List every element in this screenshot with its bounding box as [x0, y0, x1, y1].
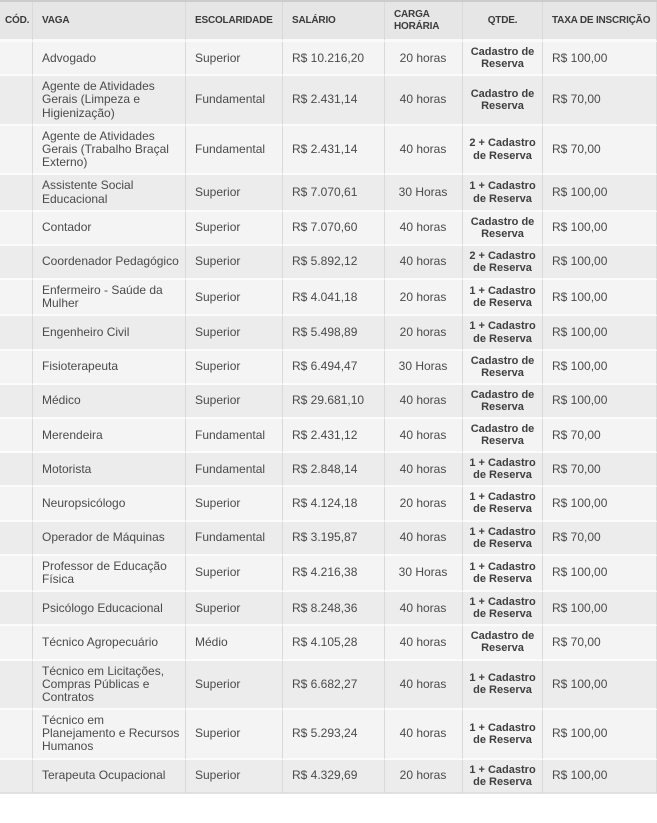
cell-carga-horaria: 20 horas — [385, 280, 463, 316]
cell-vaga: Técnico em Planejamento e Recursos Humanos — [33, 710, 186, 760]
cell-vaga: Técnico em Licitações, Compras Públicas e Contratos — [33, 661, 186, 711]
cell-escolaridade: Superior — [186, 385, 283, 419]
cell-escolaridade: Superior — [186, 246, 283, 280]
table-row — [0, 556, 657, 592]
cell-vaga: Professor de Educação Física — [33, 556, 186, 592]
cell-salario: R$ 2.431,14 — [283, 76, 385, 126]
cell-qtde: 1 + Cadastro de Reserva — [463, 453, 543, 487]
cell-escolaridade: Superior — [186, 710, 283, 760]
column-header-qtde: QTDE. — [463, 2, 543, 42]
table-row — [0, 522, 657, 556]
cell-qtde: Cadastro de Reserva — [463, 212, 543, 246]
cell-cod — [0, 42, 33, 76]
cell-taxa-inscricao: R$ 100,00 — [543, 175, 657, 211]
cell-vaga: Agente de Atividades Gerais (Limpeza e Higienização) — [33, 76, 186, 126]
cell-salario: R$ 4.124,18 — [283, 487, 385, 521]
cell-vaga: Terapeuta Ocupacional — [33, 760, 186, 794]
cell-escolaridade: Superior — [186, 487, 283, 521]
table-row — [0, 246, 657, 280]
table-row — [0, 453, 657, 487]
cell-carga-horaria: 20 horas — [385, 42, 463, 76]
column-header-escolaridade: ESCOLARIDADE — [186, 2, 283, 42]
table-row — [0, 175, 657, 211]
table-row — [0, 42, 657, 76]
cell-cod — [0, 126, 33, 176]
cell-cod — [0, 760, 33, 794]
cell-carga-horaria: 30 Horas — [385, 556, 463, 592]
cell-qtde: 1 + Cadastro de Reserva — [463, 522, 543, 556]
cell-vaga: Merendeira — [33, 419, 186, 453]
cell-escolaridade: Médio — [186, 626, 283, 660]
cell-cod — [0, 592, 33, 626]
cell-salario: R$ 2.848,14 — [283, 453, 385, 487]
cell-vaga: Coordenador Pedagógico — [33, 246, 186, 280]
header-row — [0, 2, 657, 42]
cell-vaga: Operador de Máquinas — [33, 522, 186, 556]
cell-cod — [0, 246, 33, 280]
cell-cod — [0, 351, 33, 385]
cell-cod — [0, 522, 33, 556]
cell-salario: R$ 5.892,12 — [283, 246, 385, 280]
cell-cod — [0, 175, 33, 211]
table-row — [0, 212, 657, 246]
cell-cod — [0, 385, 33, 419]
cell-taxa-inscricao: R$ 100,00 — [543, 760, 657, 794]
cell-escolaridade: Superior — [186, 212, 283, 246]
cell-salario: R$ 4.105,28 — [283, 626, 385, 660]
cell-qtde: 1 + Cadastro de Reserva — [463, 316, 543, 350]
cell-salario: R$ 4.041,18 — [283, 280, 385, 316]
cell-vaga: Técnico Agropecuário — [33, 626, 186, 660]
table-row — [0, 487, 657, 521]
table-body — [0, 42, 657, 794]
cell-escolaridade: Superior — [186, 592, 283, 626]
cell-cod — [0, 453, 33, 487]
cell-escolaridade: Fundamental — [186, 76, 283, 126]
table-row — [0, 351, 657, 385]
table-row — [0, 419, 657, 453]
cell-carga-horaria: 40 horas — [385, 246, 463, 280]
cell-salario: R$ 3.195,87 — [283, 522, 385, 556]
cell-cod — [0, 661, 33, 711]
table-row — [0, 760, 657, 794]
cell-vaga: Engenheiro Civil — [33, 316, 186, 350]
table-row — [0, 710, 657, 760]
cell-taxa-inscricao: R$ 70,00 — [543, 626, 657, 660]
cell-cod — [0, 76, 33, 126]
column-header-carga-horaria: CARGA HORÁRIA — [385, 2, 463, 42]
cell-taxa-inscricao: R$ 100,00 — [543, 42, 657, 76]
cell-taxa-inscricao: R$ 100,00 — [543, 385, 657, 419]
cell-carga-horaria: 40 horas — [385, 592, 463, 626]
column-header-taxa-inscricao: TAXA DE INSCRIÇÃO — [543, 2, 657, 42]
cell-qtde: Cadastro de Reserva — [463, 626, 543, 660]
cell-carga-horaria: 20 horas — [385, 316, 463, 350]
cell-salario: R$ 5.498,89 — [283, 316, 385, 350]
table-row — [0, 280, 657, 316]
cell-vaga: Enfermeiro - Saúde da Mulher — [33, 280, 186, 316]
column-header-cod: CÓD. — [0, 2, 33, 42]
cell-salario: R$ 6.494,47 — [283, 351, 385, 385]
cell-qtde: Cadastro de Reserva — [463, 351, 543, 385]
cell-vaga: Médico — [33, 385, 186, 419]
cell-carga-horaria: 40 horas — [385, 419, 463, 453]
table-row — [0, 385, 657, 419]
cell-qtde: 1 + Cadastro de Reserva — [463, 487, 543, 521]
cell-qtde: Cadastro de Reserva — [463, 42, 543, 76]
cell-qtde: 1 + Cadastro de Reserva — [463, 710, 543, 760]
cell-salario: R$ 2.431,14 — [283, 126, 385, 176]
table-row — [0, 592, 657, 626]
cell-carga-horaria: 40 horas — [385, 76, 463, 126]
cell-escolaridade: Superior — [186, 556, 283, 592]
cell-qtde: 1 + Cadastro de Reserva — [463, 592, 543, 626]
cell-escolaridade: Superior — [186, 175, 283, 211]
cell-carga-horaria: 30 Horas — [385, 175, 463, 211]
cell-vaga: Fisioterapeuta — [33, 351, 186, 385]
cell-cod — [0, 316, 33, 350]
cell-taxa-inscricao: R$ 100,00 — [543, 212, 657, 246]
cell-salario: R$ 29.681,10 — [283, 385, 385, 419]
table-row — [0, 76, 657, 126]
cell-taxa-inscricao: R$ 100,00 — [543, 592, 657, 626]
cell-salario: R$ 2.431,12 — [283, 419, 385, 453]
cell-escolaridade: Superior — [186, 351, 283, 385]
cell-cod — [0, 419, 33, 453]
table-row — [0, 661, 657, 711]
cell-vaga: Motorista — [33, 453, 186, 487]
cell-cod — [0, 710, 33, 760]
column-header-vaga: VAGA — [33, 2, 186, 42]
cell-salario: R$ 8.248,36 — [283, 592, 385, 626]
table-row — [0, 316, 657, 350]
cell-qtde: Cadastro de Reserva — [463, 76, 543, 126]
cell-taxa-inscricao: R$ 100,00 — [543, 246, 657, 280]
cell-vaga: Contador — [33, 212, 186, 246]
table-row — [0, 626, 657, 660]
cell-carga-horaria: 40 horas — [385, 710, 463, 760]
cell-qtde: 1 + Cadastro de Reserva — [463, 175, 543, 211]
cell-carga-horaria: 20 horas — [385, 487, 463, 521]
cell-vaga: Advogado — [33, 42, 186, 76]
table-row — [0, 126, 657, 176]
cell-taxa-inscricao: R$ 100,00 — [543, 710, 657, 760]
cell-cod — [0, 280, 33, 316]
cell-taxa-inscricao: R$ 100,00 — [543, 280, 657, 316]
cell-qtde: 1 + Cadastro de Reserva — [463, 280, 543, 316]
table-header — [0, 2, 657, 42]
cell-carga-horaria: 30 Horas — [385, 351, 463, 385]
cell-carga-horaria: 40 horas — [385, 385, 463, 419]
cell-carga-horaria: 40 horas — [385, 522, 463, 556]
cell-cod — [0, 487, 33, 521]
cell-salario: R$ 4.216,38 — [283, 556, 385, 592]
cell-taxa-inscricao: R$ 70,00 — [543, 76, 657, 126]
cell-carga-horaria: 40 horas — [385, 126, 463, 176]
column-header-salario: SALÁRIO — [283, 2, 385, 42]
cell-salario: R$ 4.329,69 — [283, 760, 385, 794]
cell-salario: R$ 7.070,60 — [283, 212, 385, 246]
cell-vaga: Agente de Atividades Gerais (Trabalho Braçal Externo) — [33, 126, 186, 176]
cell-salario: R$ 5.293,24 — [283, 710, 385, 760]
cell-escolaridade: Superior — [186, 661, 283, 711]
cell-carga-horaria: 40 horas — [385, 626, 463, 660]
cell-vaga: Assistente Social Educacional — [33, 175, 186, 211]
cell-qtde: Cadastro de Reserva — [463, 385, 543, 419]
cell-escolaridade: Superior — [186, 280, 283, 316]
cell-cod — [0, 212, 33, 246]
cell-salario: R$ 10.216,20 — [283, 42, 385, 76]
cell-taxa-inscricao: R$ 100,00 — [543, 661, 657, 711]
cell-taxa-inscricao: R$ 100,00 — [543, 316, 657, 350]
cell-carga-horaria: 40 horas — [385, 212, 463, 246]
cell-taxa-inscricao: R$ 100,00 — [543, 487, 657, 521]
cell-escolaridade: Superior — [186, 760, 283, 794]
cell-taxa-inscricao: R$ 100,00 — [543, 556, 657, 592]
cell-escolaridade: Fundamental — [186, 453, 283, 487]
cell-escolaridade: Fundamental — [186, 419, 283, 453]
cell-qtde: 1 + Cadastro de Reserva — [463, 760, 543, 794]
cell-qtde: 1 + Cadastro de Reserva — [463, 556, 543, 592]
cell-salario: R$ 7.070,61 — [283, 175, 385, 211]
cell-vaga: Neuropsicólogo — [33, 487, 186, 521]
cell-cod — [0, 626, 33, 660]
cell-escolaridade: Superior — [186, 316, 283, 350]
cell-qtde: Cadastro de Reserva — [463, 419, 543, 453]
cell-escolaridade: Fundamental — [186, 126, 283, 176]
cell-salario: R$ 6.682,27 — [283, 661, 385, 711]
cell-cod — [0, 556, 33, 592]
cell-taxa-inscricao: R$ 70,00 — [543, 126, 657, 176]
cell-carga-horaria: 40 horas — [385, 453, 463, 487]
cell-vaga: Psicólogo Educacional — [33, 592, 186, 626]
cell-carga-horaria: 40 horas — [385, 661, 463, 711]
cell-taxa-inscricao: R$ 70,00 — [543, 419, 657, 453]
cell-qtde: 2 + Cadastro de Reserva — [463, 126, 543, 176]
cell-escolaridade: Superior — [186, 42, 283, 76]
cell-taxa-inscricao: R$ 70,00 — [543, 453, 657, 487]
cell-taxa-inscricao: R$ 100,00 — [543, 351, 657, 385]
cell-qtde: 1 + Cadastro de Reserva — [463, 661, 543, 711]
cell-taxa-inscricao: R$ 70,00 — [543, 522, 657, 556]
cell-escolaridade: Fundamental — [186, 522, 283, 556]
cell-qtde: 2 + Cadastro de Reserva — [463, 246, 543, 280]
cell-carga-horaria: 20 horas — [385, 760, 463, 794]
